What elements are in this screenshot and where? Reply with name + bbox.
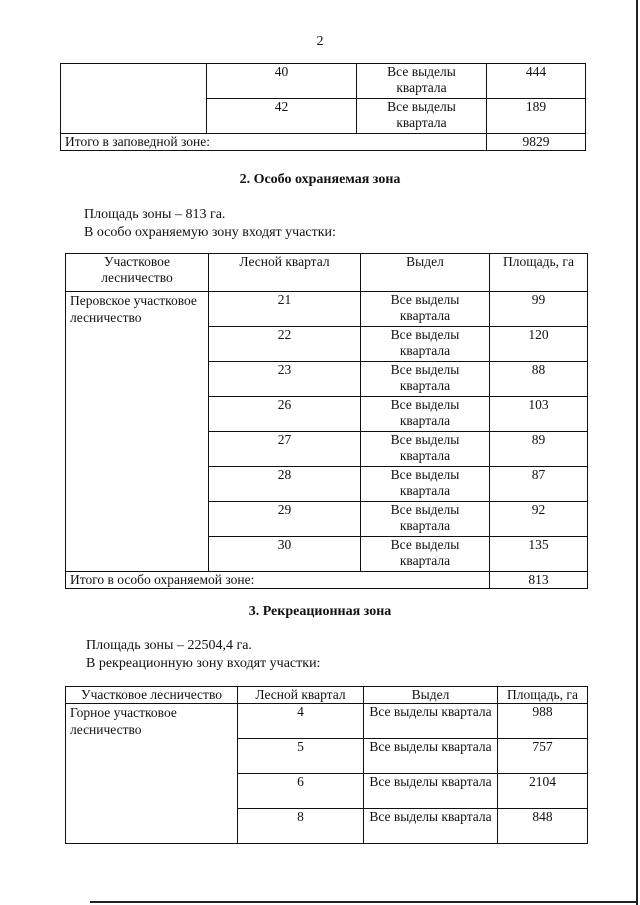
area-cell: 87 — [490, 467, 588, 502]
table-row — [61, 64, 586, 99]
kvartal-cell: 21 — [209, 292, 361, 327]
kvartal-cell: 8 — [238, 809, 364, 844]
table-row — [66, 704, 588, 739]
vydel-cell: Все выделы квартала — [361, 327, 490, 362]
table-row — [66, 292, 588, 327]
vydel-cell: Все выделы квартала — [364, 774, 498, 809]
page-number: 2 — [316, 34, 324, 49]
kvartal-cell: 26 — [209, 397, 361, 432]
header-forestry: Участковое лесничество — [66, 254, 209, 292]
total-value: 813 — [490, 572, 588, 589]
forestry-cell — [61, 64, 207, 134]
forestry-cell: Перовское участковое лесничество — [66, 292, 209, 572]
section-2-area-text: Площадь зоны – 813 га. — [84, 207, 226, 222]
header-kvartal: Лесной квартал — [209, 254, 361, 292]
kvartal-cell: 28 — [209, 467, 361, 502]
kvartal-cell: 29 — [209, 502, 361, 537]
kvartal-cell: 6 — [238, 774, 364, 809]
table-recreation-zone — [65, 686, 588, 844]
header-vydel: Выдел — [364, 687, 498, 704]
area-cell: 848 — [498, 809, 588, 844]
area-cell: 92 — [490, 502, 588, 537]
vydel-cell: Все выделы квартала — [361, 502, 490, 537]
header-forestry: Участковое лесничество — [66, 687, 238, 704]
section-2-heading: 2. Особо охраняемая зона — [239, 172, 401, 187]
header-kvartal: Лесной квартал — [238, 687, 364, 704]
vydel-cell: Все выделы квартала — [361, 467, 490, 502]
area-cell: 189 — [487, 99, 586, 134]
area-cell: 99 — [490, 292, 588, 327]
kvartal-cell: 22 — [209, 327, 361, 362]
section-3-intro-text: В рекреационную зону входят участки: — [86, 656, 321, 671]
vydel-cell: Все выделы квартала — [361, 397, 490, 432]
total-label: Итого в заповедной зоне: — [61, 134, 487, 151]
vydel-cell: Все выделы квартала — [361, 292, 490, 327]
vydel-cell: Все выделы квартала — [361, 362, 490, 397]
total-label: Итого в особо охраняемой зоне: — [66, 572, 490, 589]
scan-edge-right — [636, 0, 638, 905]
area-cell: 988 — [498, 704, 588, 739]
kvartal-cell: 4 — [238, 704, 364, 739]
area-cell: 89 — [490, 432, 588, 467]
kvartal-cell: 5 — [238, 739, 364, 774]
vydel-cell: Все выделы квартала — [357, 64, 487, 99]
kvartal-cell: 42 — [207, 99, 357, 134]
area-cell: 120 — [490, 327, 588, 362]
table-protected-zone — [65, 253, 588, 589]
vydel-cell: Все выделы квартала — [364, 704, 498, 739]
header-area: Площадь, га — [490, 254, 588, 292]
vydel-cell: Все выделы квартала — [357, 99, 487, 134]
vydel-cell: Все выделы квартала — [364, 809, 498, 844]
kvartal-cell: 40 — [207, 64, 357, 99]
header-area: Площадь, га — [498, 687, 588, 704]
total-row — [61, 134, 586, 151]
kvartal-cell: 27 — [209, 432, 361, 467]
area-cell: 135 — [490, 537, 588, 572]
area-cell: 444 — [487, 64, 586, 99]
area-cell: 88 — [490, 362, 588, 397]
area-cell: 757 — [498, 739, 588, 774]
scan-edge-bottom — [90, 901, 638, 903]
total-row — [66, 572, 588, 589]
section-2-intro-text: В особо охраняемую зону входят участки: — [84, 225, 336, 240]
area-cell: 2104 — [498, 774, 588, 809]
section-3-heading: 3. Рекреационная зона — [248, 604, 392, 619]
header-vydel: Выдел — [361, 254, 490, 292]
forestry-cell: Горное участковое лесничество — [66, 704, 238, 844]
total-value: 9829 — [487, 134, 586, 151]
vydel-cell: Все выделы квартала — [361, 432, 490, 467]
table-header-row — [66, 254, 588, 292]
kvartal-cell: 30 — [209, 537, 361, 572]
area-cell: 103 — [490, 397, 588, 432]
table-header-row — [66, 687, 588, 704]
table-reserve-zone — [60, 63, 586, 151]
vydel-cell: Все выделы квартала — [364, 739, 498, 774]
vydel-cell: Все выделы квартала — [361, 537, 490, 572]
section-3-area-text: Площадь зоны – 22504,4 га. — [86, 638, 252, 653]
kvartal-cell: 23 — [209, 362, 361, 397]
